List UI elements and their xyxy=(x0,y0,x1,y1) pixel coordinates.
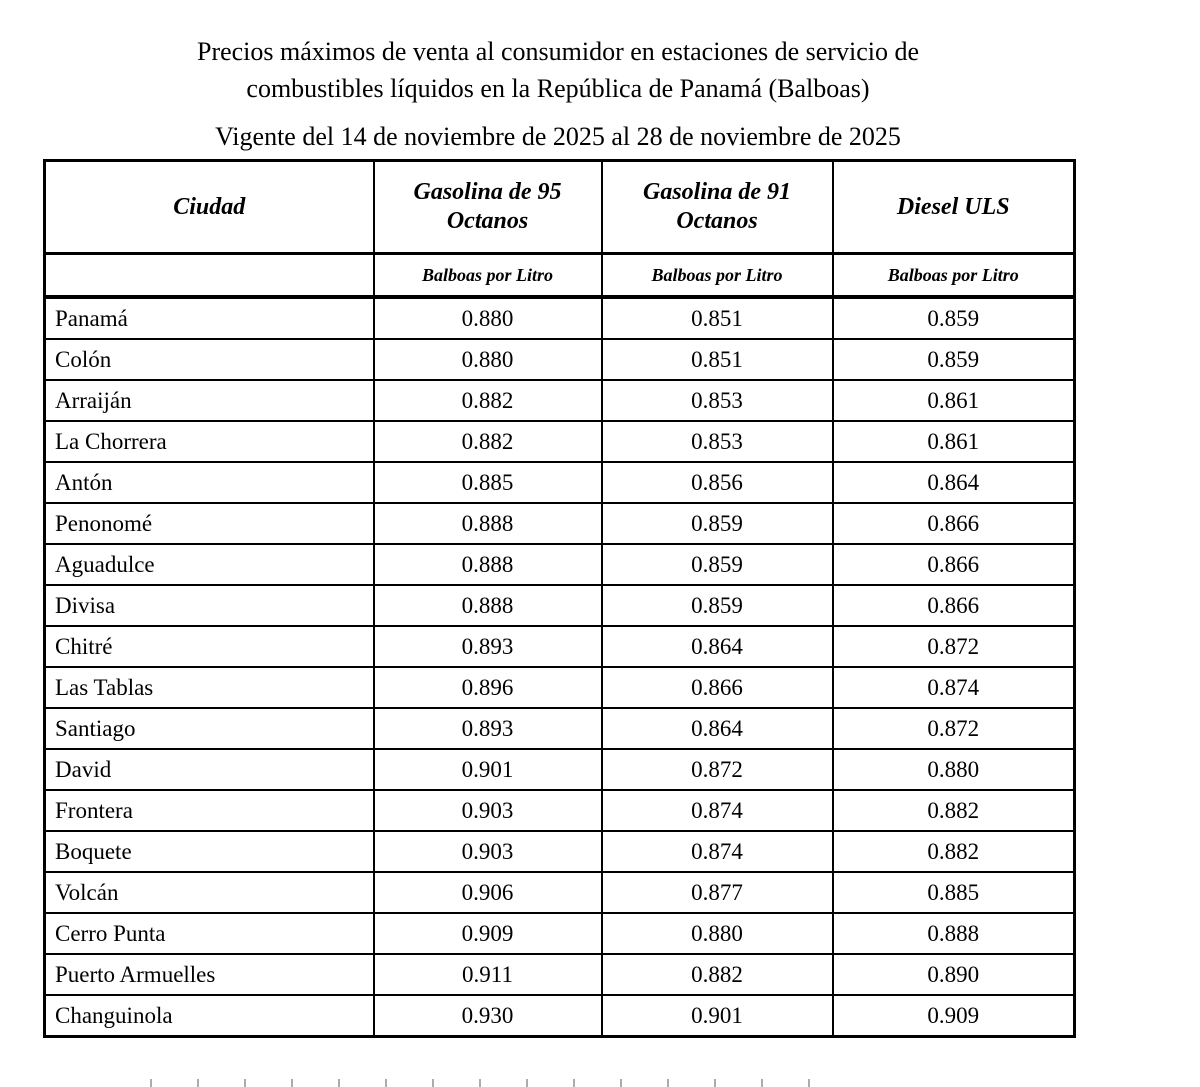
table-row xyxy=(45,872,1075,913)
price-cell-g95: 0.903 xyxy=(374,831,602,872)
price-cell-g95: 0.880 xyxy=(374,297,602,339)
price-cell-diesel: 0.859 xyxy=(833,297,1075,339)
table-row xyxy=(45,297,1075,339)
price-cell-diesel: 0.888 xyxy=(833,913,1075,954)
price-cell-g91: 0.853 xyxy=(602,421,833,462)
city-cell: Cerro Punta xyxy=(45,913,374,954)
document-body xyxy=(43,0,1073,1038)
footnote-clipped-text xyxy=(150,1079,810,1087)
unit-cell-diesel: Balboas por Litro xyxy=(833,254,1075,298)
column-header-gasolina-91: Gasolina de 91 Octanos xyxy=(602,161,833,254)
price-cell-g91: 0.877 xyxy=(602,872,833,913)
price-cell-g95: 0.888 xyxy=(374,503,602,544)
price-cell-g95: 0.885 xyxy=(374,462,602,503)
city-cell: Las Tablas xyxy=(45,667,374,708)
unit-cell-empty xyxy=(45,254,374,298)
table-row xyxy=(45,626,1075,667)
table-row xyxy=(45,339,1075,380)
table-body xyxy=(45,297,1075,1037)
price-cell-diesel: 0.880 xyxy=(833,749,1075,790)
price-cell-g95: 0.882 xyxy=(374,380,602,421)
price-cell-g95: 0.930 xyxy=(374,995,602,1037)
table-row xyxy=(45,462,1075,503)
city-cell: Arraiján xyxy=(45,380,374,421)
price-cell-diesel: 0.861 xyxy=(833,421,1075,462)
price-cell-g91: 0.851 xyxy=(602,297,833,339)
price-cell-diesel: 0.866 xyxy=(833,585,1075,626)
table-row xyxy=(45,954,1075,995)
price-cell-g91: 0.853 xyxy=(602,380,833,421)
price-cell-diesel: 0.859 xyxy=(833,339,1075,380)
price-cell-diesel: 0.885 xyxy=(833,872,1075,913)
city-cell: Aguadulce xyxy=(45,544,374,585)
price-cell-g91: 0.901 xyxy=(602,995,833,1037)
city-cell: Frontera xyxy=(45,790,374,831)
price-cell-g91: 0.864 xyxy=(602,708,833,749)
table-row xyxy=(45,544,1075,585)
table-row xyxy=(45,667,1075,708)
price-cell-g95: 0.893 xyxy=(374,708,602,749)
city-cell: Puerto Armuelles xyxy=(45,954,374,995)
table-row xyxy=(45,708,1075,749)
price-cell-g95: 0.911 xyxy=(374,954,602,995)
price-cell-g91: 0.864 xyxy=(602,626,833,667)
city-cell: Changuinola xyxy=(45,995,374,1037)
price-cell-g91: 0.859 xyxy=(602,585,833,626)
city-cell: Antón xyxy=(45,462,374,503)
price-cell-g91: 0.874 xyxy=(602,790,833,831)
table-row xyxy=(45,585,1075,626)
price-cell-g95: 0.901 xyxy=(374,749,602,790)
city-cell: Colón xyxy=(45,339,374,380)
table-row xyxy=(45,380,1075,421)
price-cell-g91: 0.872 xyxy=(602,749,833,790)
column-header-gasolina-95: Gasolina de 95 Octanos xyxy=(374,161,602,254)
price-cell-diesel: 0.866 xyxy=(833,544,1075,585)
price-cell-g95: 0.906 xyxy=(374,872,602,913)
table-row xyxy=(45,749,1075,790)
price-cell-g91: 0.859 xyxy=(602,544,833,585)
city-cell: David xyxy=(45,749,374,790)
table-row xyxy=(45,421,1075,462)
column-header-diesel-uls: Diesel ULS xyxy=(833,161,1075,254)
price-cell-g91: 0.856 xyxy=(602,462,833,503)
unit-cell-g95: Balboas por Litro xyxy=(374,254,602,298)
price-cell-g91: 0.851 xyxy=(602,339,833,380)
column-header-ciudad: Ciudad xyxy=(45,161,374,254)
price-cell-g95: 0.909 xyxy=(374,913,602,954)
city-cell: Penonomé xyxy=(45,503,374,544)
table-row xyxy=(45,503,1075,544)
price-cell-diesel: 0.864 xyxy=(833,462,1075,503)
price-cell-g95: 0.880 xyxy=(374,339,602,380)
price-cell-g95: 0.903 xyxy=(374,790,602,831)
price-cell-g95: 0.882 xyxy=(374,421,602,462)
page-title xyxy=(43,33,1073,107)
price-cell-g91: 0.874 xyxy=(602,831,833,872)
price-cell-diesel: 0.882 xyxy=(833,831,1075,872)
price-cell-diesel: 0.874 xyxy=(833,667,1075,708)
city-cell: Volcán xyxy=(45,872,374,913)
price-cell-g91: 0.866 xyxy=(602,667,833,708)
price-cell-diesel: 0.861 xyxy=(833,380,1075,421)
fuel-price-table xyxy=(43,159,1076,1038)
validity-subtitle: Vigente del 14 de noviembre de 2025 al 28 de noviembre de 2025 xyxy=(215,122,901,151)
price-cell-g91: 0.859 xyxy=(602,503,833,544)
price-cell-g91: 0.882 xyxy=(602,954,833,995)
price-cell-g95: 0.896 xyxy=(374,667,602,708)
table-header-row xyxy=(45,161,1075,254)
price-cell-g95: 0.888 xyxy=(374,544,602,585)
city-cell: Boquete xyxy=(45,831,374,872)
city-cell: Chitré xyxy=(45,626,374,667)
price-cell-diesel: 0.866 xyxy=(833,503,1075,544)
price-cell-g95: 0.893 xyxy=(374,626,602,667)
table-row xyxy=(45,831,1075,872)
table-unit-row xyxy=(45,254,1075,298)
page-title-line1: Precios máximos de venta al consumidor en estaciones de servicio de xyxy=(196,37,919,66)
unit-cell-g91: Balboas por Litro xyxy=(602,254,833,298)
price-cell-diesel: 0.872 xyxy=(833,708,1075,749)
price-cell-g95: 0.888 xyxy=(374,585,602,626)
city-cell: La Chorrera xyxy=(45,421,374,462)
city-cell: Panamá xyxy=(45,297,374,339)
table-row xyxy=(45,790,1075,831)
price-cell-diesel: 0.882 xyxy=(833,790,1075,831)
price-cell-diesel: 0.872 xyxy=(833,626,1075,667)
table-row xyxy=(45,913,1075,954)
table-row xyxy=(45,995,1075,1037)
price-cell-diesel: 0.890 xyxy=(833,954,1075,995)
city-cell: Santiago xyxy=(45,708,374,749)
price-cell-diesel: 0.909 xyxy=(833,995,1075,1037)
page-title-line2: combustibles líquidos en la República de Panamá (Balboas) xyxy=(246,74,870,103)
price-cell-g91: 0.880 xyxy=(602,913,833,954)
city-cell: Divisa xyxy=(45,585,374,626)
